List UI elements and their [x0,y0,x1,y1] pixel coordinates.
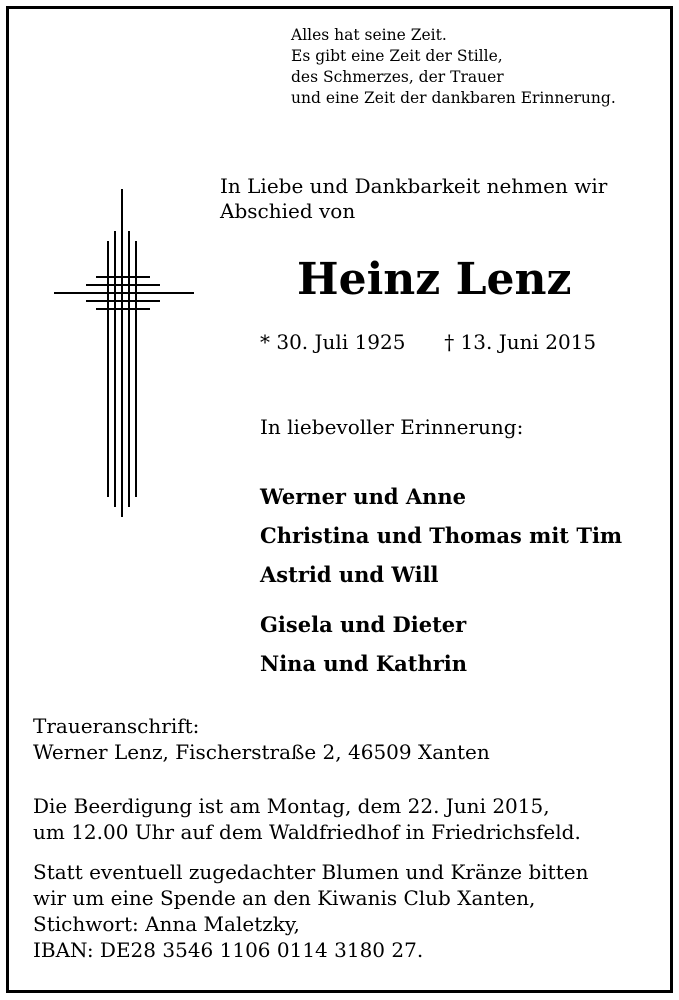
family-member-line: Werner und Anne [260,484,467,509]
deceased-name: Heinz Lenz [297,254,572,305]
funeral-line: um 12.00 Uhr auf dem Waldfriedhof in Friedrichsfeld. [33,820,581,844]
funeral-line: Die Beerdigung ist am Montag, dem 22. Juni 2015, [33,794,550,818]
memory-heading: In liebevoller Erinnerung: [260,415,524,439]
death-date: † 13. Juni 2015 [444,330,597,354]
life-dates [260,329,596,355]
cross-icon [44,189,194,519]
address-heading: Traueranschrift: [33,714,200,738]
obituary-notice [6,6,673,993]
motto-line: Alles hat seine Zeit. [291,26,447,44]
address-line: Werner Lenz, Fischerstraße 2, 46509 Xanten [33,740,490,764]
iban-line: IBAN: DE28 3546 1106 0114 3180 27. [33,938,424,962]
donation-line: wir um eine Spende an den Kiwanis Club Xanten, [33,886,536,910]
donation-line: Statt eventuell zugedachter Blumen und Kränze bitten [33,860,589,884]
intro-line: In Liebe und Dankbarkeit nehmen wir [220,174,608,198]
family-member-line: Nina und Kathrin [260,651,468,676]
motto-line: Es gibt eine Zeit der Stille, [291,47,503,65]
family-member-line: Gisela und Dieter [260,612,467,637]
intro-line: Abschied von [220,199,356,223]
motto-line: und eine Zeit der dankbaren Erinnerung. [291,89,616,107]
family-member-line: Astrid und Will [260,562,439,587]
donation-line: Stichwort: Anna Maletzky, [33,912,300,936]
motto-line: des Schmerzes, der Trauer [291,68,504,86]
family-member-line: Christina und Thomas mit Tim [260,523,623,548]
birth-date: * 30. Juli 1925 [260,330,406,354]
